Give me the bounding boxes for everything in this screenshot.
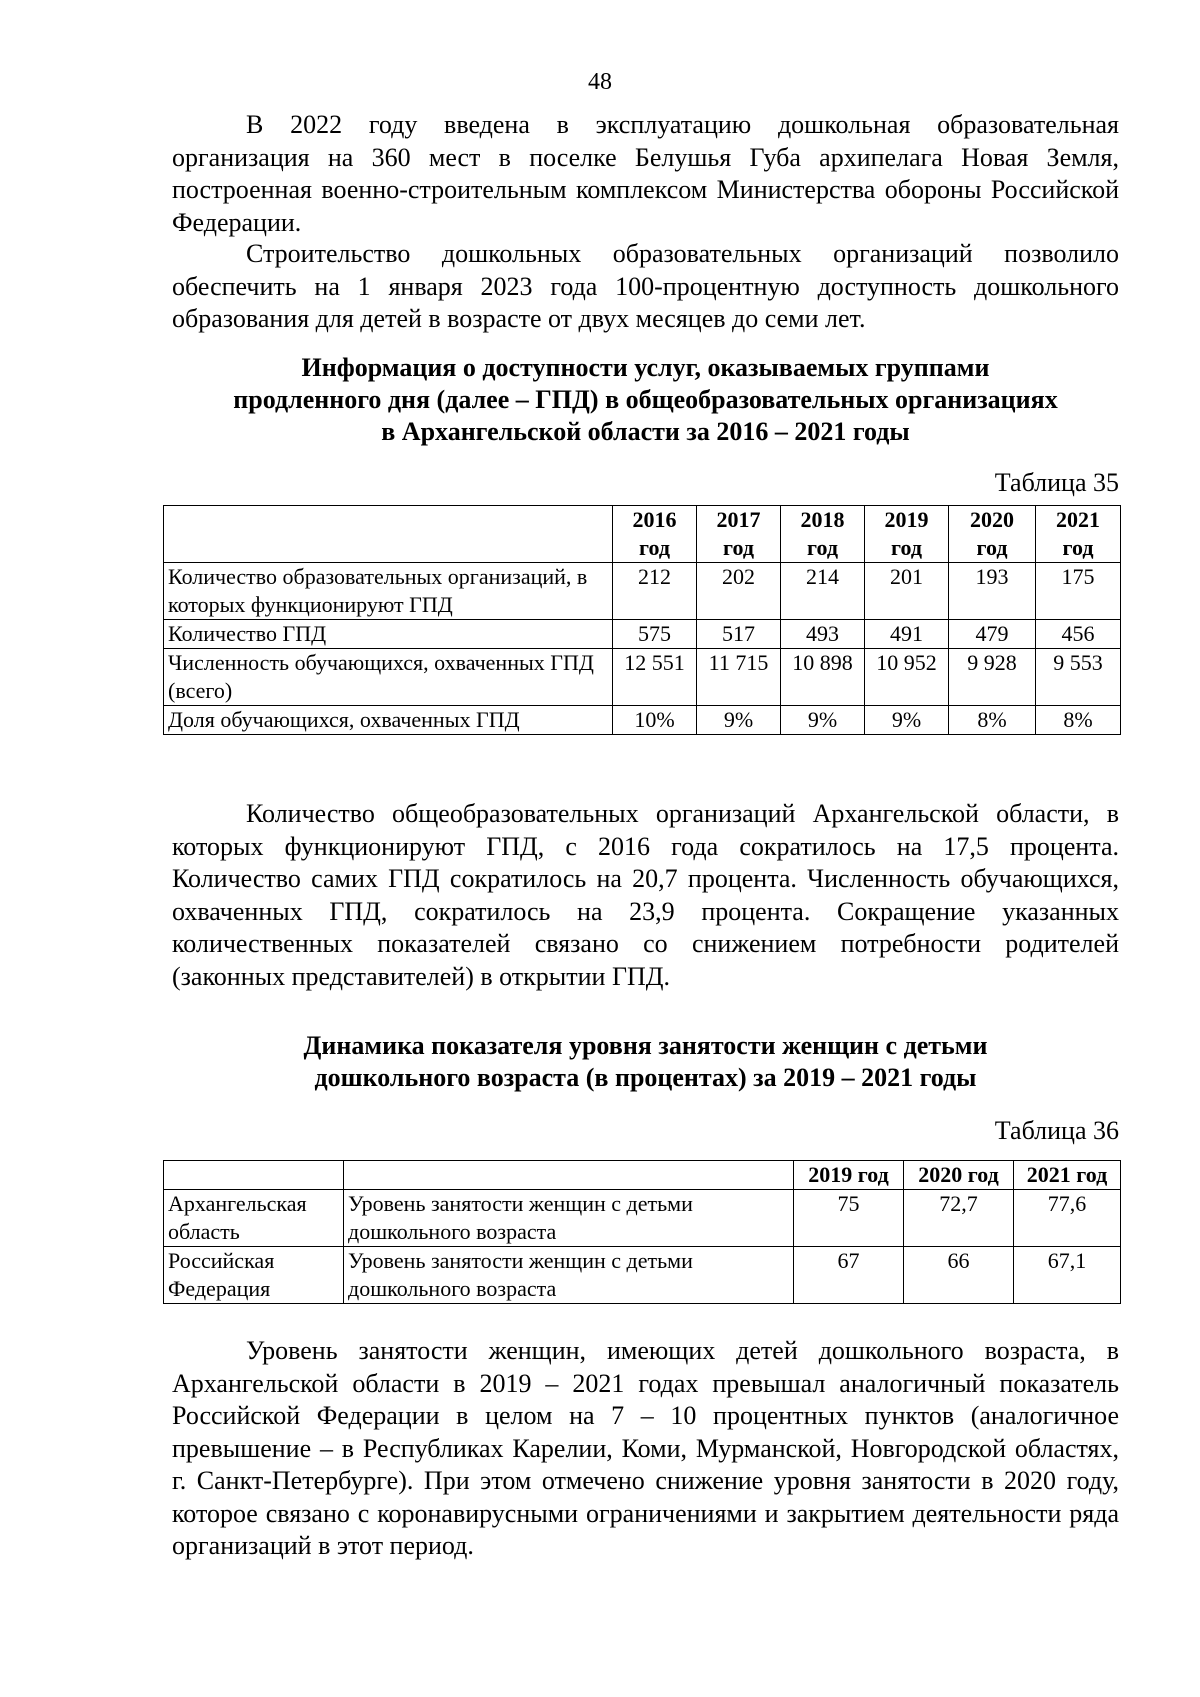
table-cell: 10 898	[781, 649, 865, 706]
table-header-cell: 2017 год	[697, 506, 781, 563]
table35-heading	[172, 352, 1119, 448]
table35-heading-line: продленного дня (далее – ГПД) в общеобразовательных организациях	[233, 385, 1058, 414]
table-cell: 10 952	[865, 649, 949, 706]
table-row	[164, 563, 1121, 620]
table-row-label: Количество ГПД	[164, 620, 613, 649]
table36-heading	[172, 1030, 1119, 1094]
table-header-cell: 2020 год	[949, 506, 1036, 563]
table-header-empty-cell	[164, 1161, 344, 1190]
paragraph-preschool-availability: Строительство дошкольных образовательных организаций позволило обеспечить на 1 января 2023 года 100-процентную доступность дошкольного образования для детей в возрасте от двух месяцев до семи лет.	[172, 239, 1119, 333]
table-cell: 491	[865, 620, 949, 649]
table-cell: 10%	[613, 706, 697, 735]
table-row	[164, 620, 1121, 649]
table-36	[163, 1160, 1121, 1304]
table-row-label: Доля обучающихся, охваченных ГПД	[164, 706, 613, 735]
table35-caption: Таблица 35	[994, 468, 1119, 497]
table-cell: 67	[794, 1247, 904, 1304]
table-region-cell: Архангельская область	[164, 1190, 344, 1247]
table-header-cell: 2020 год	[904, 1161, 1014, 1190]
table-header-empty-cell	[164, 506, 613, 563]
page-number: 48	[588, 69, 612, 95]
table-cell: 517	[697, 620, 781, 649]
table-header-row	[164, 1161, 1121, 1190]
table-cell: 75	[794, 1190, 904, 1247]
table-cell: 9%	[781, 706, 865, 735]
table-cell: 9%	[865, 706, 949, 735]
table-header-row	[164, 506, 1121, 563]
table-cell: 11 715	[697, 649, 781, 706]
table36-caption: Таблица 36	[994, 1116, 1119, 1145]
table-region-cell: Российская Федерация	[164, 1247, 344, 1304]
table-cell: 12 551	[613, 649, 697, 706]
table-indicator-cell: Уровень занятости женщин с детьми дошкольного возраста	[344, 1247, 794, 1304]
table-cell: 575	[613, 620, 697, 649]
table-row	[164, 1190, 1121, 1247]
table-cell: 8%	[949, 706, 1036, 735]
table-cell: 8%	[1036, 706, 1121, 735]
table35-heading-line: в Архангельской области за 2016 – 2021 годы	[381, 417, 910, 446]
table-cell: 72,7	[904, 1190, 1014, 1247]
paragraph-kindergarten-opening: В 2022 году введена в эксплуатацию дошкольная образовательная организация на 360 мест в поселке Белушья Губа архипелага Новая Земля, построенная военно-строительным комплексом Министерства обороны Российской Федерации.	[172, 110, 1119, 237]
table-header-cell: 2021 год	[1014, 1161, 1121, 1190]
table-35	[163, 505, 1121, 735]
table36-heading-line: Динамика показателя уровня занятости женщин с детьми	[303, 1031, 988, 1060]
table-row-label: Численность обучающихся, охваченных ГПД (всего)	[164, 649, 613, 706]
table-indicator-cell: Уровень занятости женщин с детьми дошкольного возраста	[344, 1190, 794, 1247]
table-cell: 9 553	[1036, 649, 1121, 706]
table-cell: 66	[904, 1247, 1014, 1304]
table-cell: 77,6	[1014, 1190, 1121, 1247]
table-cell: 67,1	[1014, 1247, 1121, 1304]
table-header-cell: 2016 год	[613, 506, 697, 563]
table-row-label: Количество образовательных организаций, в которых функционируют ГПД	[164, 563, 613, 620]
table-cell: 175	[1036, 563, 1121, 620]
table-header-empty-cell	[344, 1161, 794, 1190]
table-cell: 193	[949, 563, 1036, 620]
table-row	[164, 1247, 1121, 1304]
paragraph-employment-level: Уровень занятости женщин, имеющих детей дошкольного возраста, в Архангельской области в 2019 – 2021 годах превышал аналогичный показатель Российской Федерации в целом на 7 – 10 процентных пунктов (аналогичное превышение – в Республиках Карелии, Коми, Мурманской, Новгородской областях, г. Санкт-Петербурге). При этом отмечено снижение уровня занятости в 2020 году, которое связано с коронавирусными ограничениями и закрытием деятельности ряда организаций в этот период.	[172, 1336, 1119, 1560]
table-cell: 202	[697, 563, 781, 620]
table-cell: 9 928	[949, 649, 1036, 706]
table-header-cell: 2019 год	[794, 1161, 904, 1190]
table-row	[164, 649, 1121, 706]
table-cell: 456	[1036, 620, 1121, 649]
table-row	[164, 706, 1121, 735]
table-cell: 212	[613, 563, 697, 620]
table-cell: 479	[949, 620, 1036, 649]
table-cell: 201	[865, 563, 949, 620]
table-cell: 9%	[697, 706, 781, 735]
table-header-cell: 2021 год	[1036, 506, 1121, 563]
table36-heading-line: дошкольного возраста (в процентах) за 2019 – 2021 годы	[314, 1063, 977, 1092]
table-cell: 493	[781, 620, 865, 649]
table-header-cell: 2019 год	[865, 506, 949, 563]
table-header-cell: 2018 год	[781, 506, 865, 563]
table-cell: 214	[781, 563, 865, 620]
paragraph-gpd-decline: Количество общеобразовательных организаций Архангельской области, в которых функционируют ГПД, с 2016 года сократилось на 17,5 процента. Количество самих ГПД сократилось на 20,7 процента. Численность обучающихся, охваченных ГПД, сократилось на 23,9 процента. Сокращение указанных количественных показателей связано со снижением потребности родителей (законных представителей) в открытии ГПД.	[172, 799, 1119, 991]
table35-heading-line: Информация о доступности услуг, оказываемых группами	[301, 353, 990, 382]
